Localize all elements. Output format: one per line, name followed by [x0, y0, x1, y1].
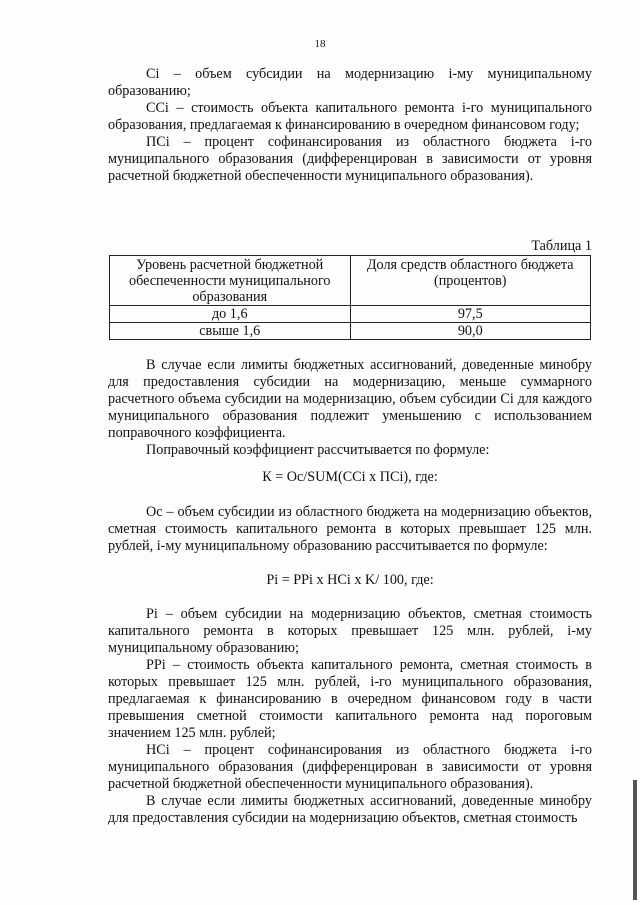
definition-ci: Ci – объем субсидии на модернизацию i-му муниципальному образованию;: [108, 66, 592, 99]
definition-ppi: PPi – стоимость объекта капитального ремонта, сметная стоимость в которых превышает 125 млн. рублей, i-го муниципального образования, предлагаемая к финансированию в очередном финансовом году в части превышения сметной стоимости капитального ремонта над пороговым значением 125 млн. рублей;: [108, 657, 592, 741]
definitions-section: [108, 66, 592, 185]
definition-cci: CCi – стоимость объекта капитального ремонта i-го муниципального образования, предлагаемая к финансированию в очередном финансовом году;: [108, 100, 592, 133]
budget-share-table: [109, 255, 591, 340]
correction-section: [108, 357, 592, 459]
scan-edge-shadow: [633, 780, 637, 900]
table-header-share: Доля средств областного бюджета (процентов): [350, 256, 591, 306]
definition-pci: ПCi – процент софинансирования из областного бюджета i-го муниципального образования (дифференцирован в зависимости от уровня расчетной бюджетной обеспеченности муниципального образования).: [108, 134, 592, 184]
formula-p: Pi = PPi х HCi х K/ 100, где:: [266, 572, 434, 588]
oc-paragraph: Ос – объем субсидии из областного бюджета на модернизацию объектов, сметная стоимость капитального ремонта в которых превышает 125 млн. рублей, i-му муниципальному образованию рассчитывается по формуле:: [108, 504, 592, 554]
table-caption: Таблица 1: [531, 238, 592, 254]
table-cell: 90,0: [350, 323, 591, 340]
limits-paragraph: В случае если лимиты бюджетных ассигнований, доведенные минобру для предоставления субсидии на модернизацию, меньше суммарного расчетного объема субсидии на модернизацию, объем субсидии Ci для каждого муниципального образования подлежит уменьшению с использованием поправочного коэффициента.: [108, 357, 592, 441]
table-header-level: Уровень расчетной бюджетной обеспеченности муниципального образования: [110, 256, 351, 306]
definition-pi: Pi – объем субсидии на модернизацию объектов, сметная стоимость капитального ремонта в которых превышает 125 млн. рублей, i-му муниципальному образованию;: [108, 606, 592, 656]
table-cell: 97,5: [350, 306, 591, 323]
table-header-row: [110, 256, 591, 306]
definition-hci: HCi – процент софинансирования из областного бюджета i-го муниципального образования (дифференцирован в зависимости от уровня расчетной бюджетной обеспеченности муниципального образования).: [108, 742, 592, 792]
table-cell: свыше 1,6: [110, 323, 351, 340]
table-cell: до 1,6: [110, 306, 351, 323]
table-row: [110, 306, 591, 323]
page-number: 18: [314, 38, 326, 50]
final-section: [108, 606, 592, 827]
coefficient-intro: Поправочный коэффициент рассчитывается по формуле:: [146, 442, 490, 458]
oc-section: [108, 504, 592, 555]
formula-k: К = Ос/SUM(CCi х ПCi), где:: [262, 469, 438, 485]
table-row: [110, 323, 591, 340]
final-paragraph: В случае если лимиты бюджетных ассигнований, доведенные минобру для предоставления субсидии на модернизацию объектов, сметная стоимость: [108, 793, 592, 826]
